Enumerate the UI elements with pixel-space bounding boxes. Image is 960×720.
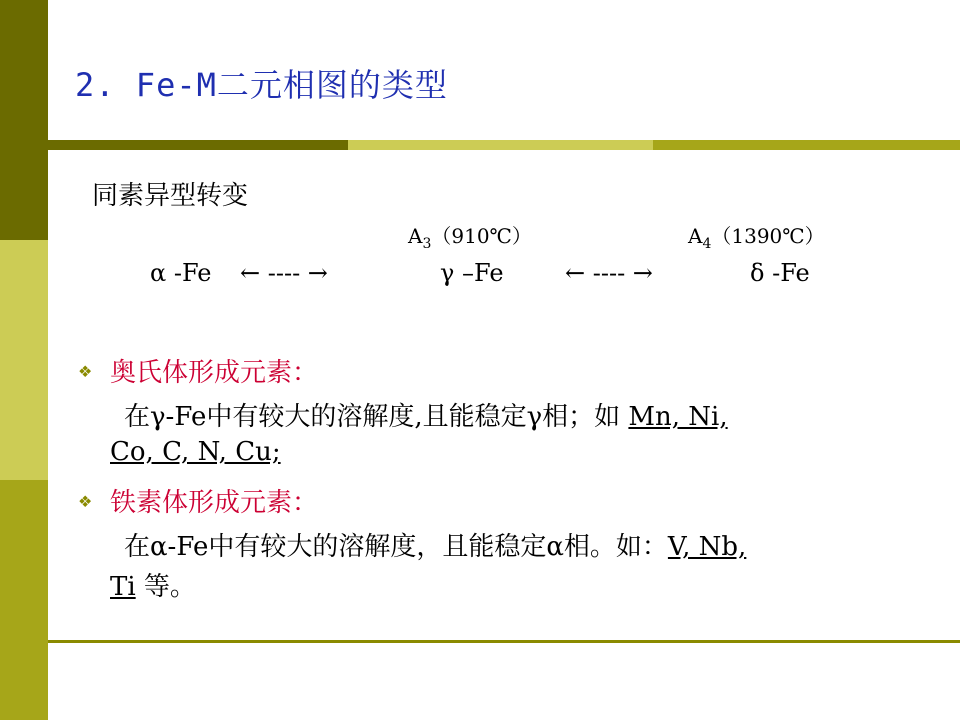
slide-title: 2. Fe-M二元相图的类型 [75,66,448,104]
allotropic-heading: 同素异型转变 [92,181,249,211]
alpha-fe: α -Fe [150,259,212,287]
ferrite-elements-1: V, Nb, [667,532,747,562]
gamma-fe: γ –Fe [440,259,504,287]
ferrite-etc: 等。 [135,572,196,602]
divider-segment-3 [653,140,960,150]
a4-temperature: （1390℃） [711,224,825,248]
a3-letter: A [408,224,423,248]
ferrite-line-1 [124,526,746,563]
divider-segment-1 [48,140,348,150]
transform-arrow-1: ← ---- → [240,259,328,287]
delta-fe: δ -Fe [750,259,810,287]
diamond-bullet-icon: ❖ [78,362,93,381]
a3-temperature: （910℃） [431,224,532,248]
ferrite-heading: 铁素体形成元素： [110,488,319,518]
a4-letter: A [688,224,703,248]
diamond-bullet-icon: ❖ [78,492,93,511]
transform-arrow-2: ← ---- → [565,259,653,287]
a3-subscript: 3 [422,236,432,252]
ferrite-line-2 [110,566,196,603]
austenite-elements-1: Mn, Ni, [628,402,728,432]
austenite-desc: 在γ-Fe中有较大的溶解度,且能稳定γ相；如 [124,402,629,432]
austenite-heading: 奥氏体形成元素： [110,358,319,388]
divider-segment-2 [348,140,653,150]
bottom-divider [48,640,960,643]
a3-label [408,220,532,252]
austenite-line-1 [124,396,728,433]
a4-label [688,220,825,252]
a4-subscript: 4 [702,236,712,252]
sidebar-band-middle [0,240,48,480]
sidebar-band-bottom [0,480,48,720]
ferrite-elements-2: Ti [110,572,136,602]
sidebar-band-top [0,0,48,240]
austenite-elements-2: Co, C, N, Cu; [110,437,281,467]
ferrite-desc: 在α-Fe中有较大的溶解度，且能稳定α相。如： [124,532,668,562]
